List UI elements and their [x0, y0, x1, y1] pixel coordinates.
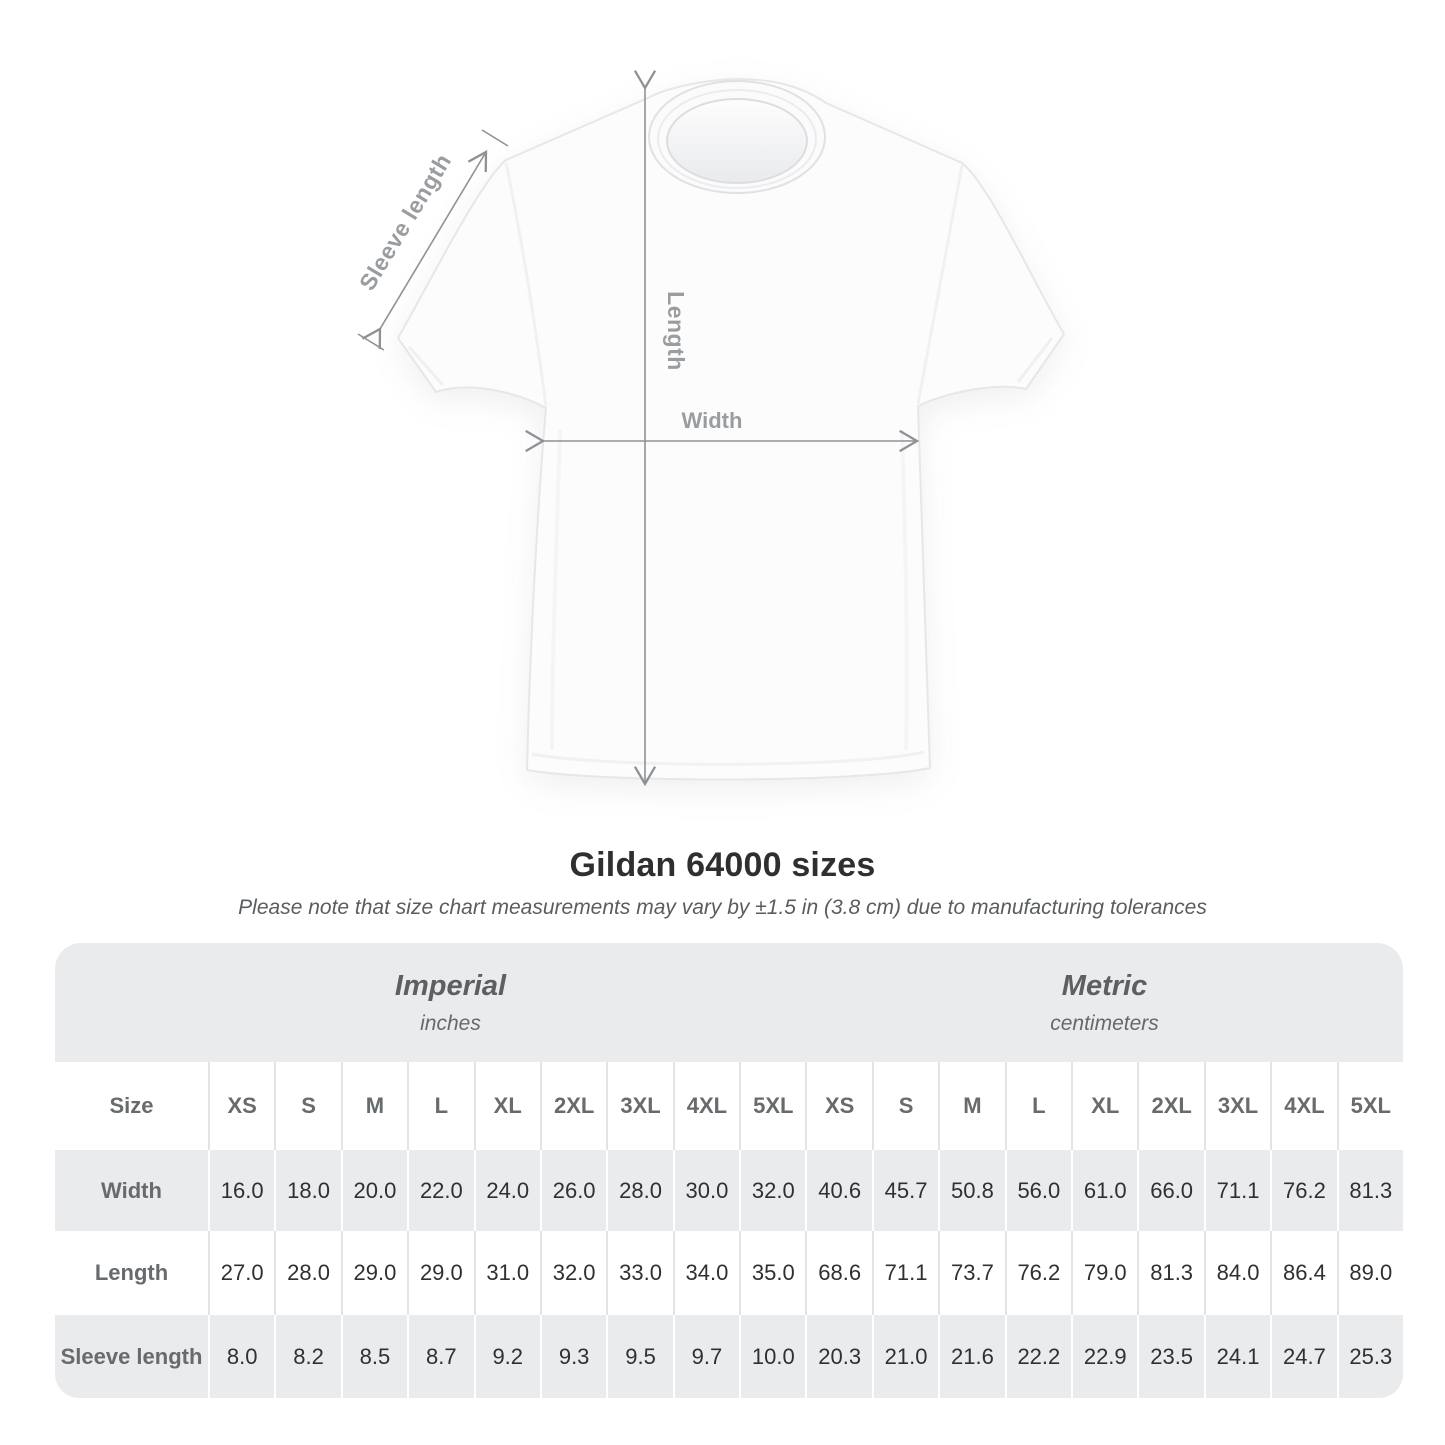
metric-value-cell: 20.3 — [805, 1315, 871, 1398]
metric-value-cell: 68.6 — [805, 1231, 871, 1315]
imperial-value-cell: 34.0 — [673, 1231, 739, 1315]
metric-value-cell: 73.7 — [938, 1231, 1004, 1315]
imperial-size-header-cell: L — [407, 1062, 473, 1150]
imperial-value-cell: 22.0 — [407, 1150, 473, 1231]
metric-value-cell: 71.1 — [872, 1231, 938, 1315]
metric-size-header-cell: 3XL — [1204, 1062, 1270, 1150]
imperial-value-cell: 35.0 — [739, 1231, 805, 1315]
imperial-value-cell: 29.0 — [341, 1231, 407, 1315]
imperial-value-cell: 31.0 — [474, 1231, 540, 1315]
metric-value-cell: 81.3 — [1137, 1231, 1203, 1315]
metric-size-header-cell: 5XL — [1337, 1062, 1403, 1150]
sleeve-length-label: Sleeve length — [353, 148, 457, 295]
metric-size-header-cell: S — [872, 1062, 938, 1150]
imperial-value-cell: 32.0 — [739, 1150, 805, 1231]
row-label-cell: Width — [55, 1150, 208, 1231]
imperial-value-cell: 8.5 — [341, 1315, 407, 1398]
imperial-value-cell: 9.7 — [673, 1315, 739, 1398]
tolerance-note: Please note that size chart measurements may vary by ±1.5 in (3.8 cm) due to manufacturing tolerances — [238, 896, 1207, 919]
imperial-value-cell: 20.0 — [341, 1150, 407, 1231]
metric-section-header — [806, 943, 1403, 1062]
metric-value-cell: 22.9 — [1071, 1315, 1137, 1398]
metric-value-cell: 45.7 — [872, 1150, 938, 1231]
metric-value-cell: 81.3 — [1337, 1150, 1403, 1231]
imperial-value-cell: 33.0 — [606, 1231, 672, 1315]
metric-value-cell: 23.5 — [1137, 1315, 1203, 1398]
size-column-header: Size — [109, 1093, 154, 1118]
metric-size-header-cell: L — [1005, 1062, 1071, 1150]
imperial-title: Imperial — [394, 970, 507, 1002]
unit-system-band — [55, 943, 1403, 1062]
imperial-value-cell: 8.7 — [407, 1315, 473, 1398]
metric-size-header-cell: M — [938, 1062, 1004, 1150]
metric-value-cell: 61.0 — [1071, 1150, 1137, 1231]
imperial-value-cell: 9.3 — [540, 1315, 606, 1398]
metric-value-cell: 86.4 — [1270, 1231, 1336, 1315]
metric-unit: centimeters — [1050, 1012, 1159, 1035]
row-label-cell: Sleeve length — [55, 1315, 208, 1398]
imperial-size-header-cell: 2XL — [540, 1062, 606, 1150]
imperial-size-header-cell: 4XL — [673, 1062, 739, 1150]
metric-size-header-cell: 4XL — [1270, 1062, 1336, 1150]
imperial-size-header-cell: 3XL — [606, 1062, 672, 1150]
imperial-value-cell: 16.0 — [208, 1150, 274, 1231]
metric-size-header-cell: XL — [1071, 1062, 1137, 1150]
metric-value-cell: 50.8 — [938, 1150, 1004, 1231]
metric-title: Metric — [1061, 970, 1148, 1002]
metric-value-cell: 21.0 — [872, 1315, 938, 1398]
metric-value-cell: 84.0 — [1204, 1231, 1270, 1315]
imperial-value-cell: 8.0 — [208, 1315, 274, 1398]
length-label: Length — [663, 291, 689, 371]
imperial-value-cell: 29.0 — [407, 1231, 473, 1315]
imperial-value-cell: 9.2 — [474, 1315, 540, 1398]
metric-value-cell: 21.6 — [938, 1315, 1004, 1398]
metric-value-cell: 76.2 — [1270, 1150, 1336, 1231]
imperial-value-cell: 26.0 — [540, 1150, 606, 1231]
imperial-size-header-cell: XS — [208, 1062, 274, 1150]
metric-value-cell: 79.0 — [1071, 1231, 1137, 1315]
size-table — [55, 943, 1403, 1398]
imperial-unit: inches — [420, 1012, 481, 1035]
imperial-value-cell: 27.0 — [208, 1231, 274, 1315]
imperial-value-cell: 18.0 — [274, 1150, 340, 1231]
row-label-cell: Length — [94, 1260, 169, 1285]
imperial-size-header-cell: M — [341, 1062, 407, 1150]
metric-value-cell: 24.1 — [1204, 1315, 1270, 1398]
metric-value-cell: 89.0 — [1337, 1231, 1403, 1315]
imperial-value-cell: 9.5 — [606, 1315, 672, 1398]
size-table-grid — [55, 1062, 1403, 1398]
imperial-value-cell: 28.0 — [274, 1231, 340, 1315]
metric-value-cell: 22.2 — [1005, 1315, 1071, 1398]
metric-value-cell: 56.0 — [1005, 1150, 1071, 1231]
metric-value-cell: 76.2 — [1005, 1231, 1071, 1315]
metric-value-cell: 25.3 — [1337, 1315, 1403, 1398]
width-label: Width — [681, 408, 743, 433]
imperial-size-header-cell: S — [274, 1062, 340, 1150]
imperial-value-cell: 24.0 — [474, 1150, 540, 1231]
imperial-size-header-cell: XL — [474, 1062, 540, 1150]
metric-size-header-cell: XS — [805, 1062, 871, 1150]
imperial-section-header — [55, 943, 806, 1062]
imperial-size-header-cell: 5XL — [739, 1062, 805, 1150]
imperial-value-cell: 32.0 — [540, 1231, 606, 1315]
metric-value-cell: 66.0 — [1137, 1150, 1203, 1231]
imperial-value-cell: 28.0 — [606, 1150, 672, 1231]
metric-value-cell: 40.6 — [805, 1150, 871, 1231]
imperial-value-cell: 8.2 — [274, 1315, 340, 1398]
metric-value-cell: 71.1 — [1204, 1150, 1270, 1231]
imperial-value-cell: 30.0 — [673, 1150, 739, 1231]
metric-size-header-cell: 2XL — [1137, 1062, 1203, 1150]
metric-value-cell: 24.7 — [1270, 1315, 1336, 1398]
imperial-value-cell: 10.0 — [739, 1315, 805, 1398]
page-title: Gildan 64000 sizes — [569, 846, 876, 884]
